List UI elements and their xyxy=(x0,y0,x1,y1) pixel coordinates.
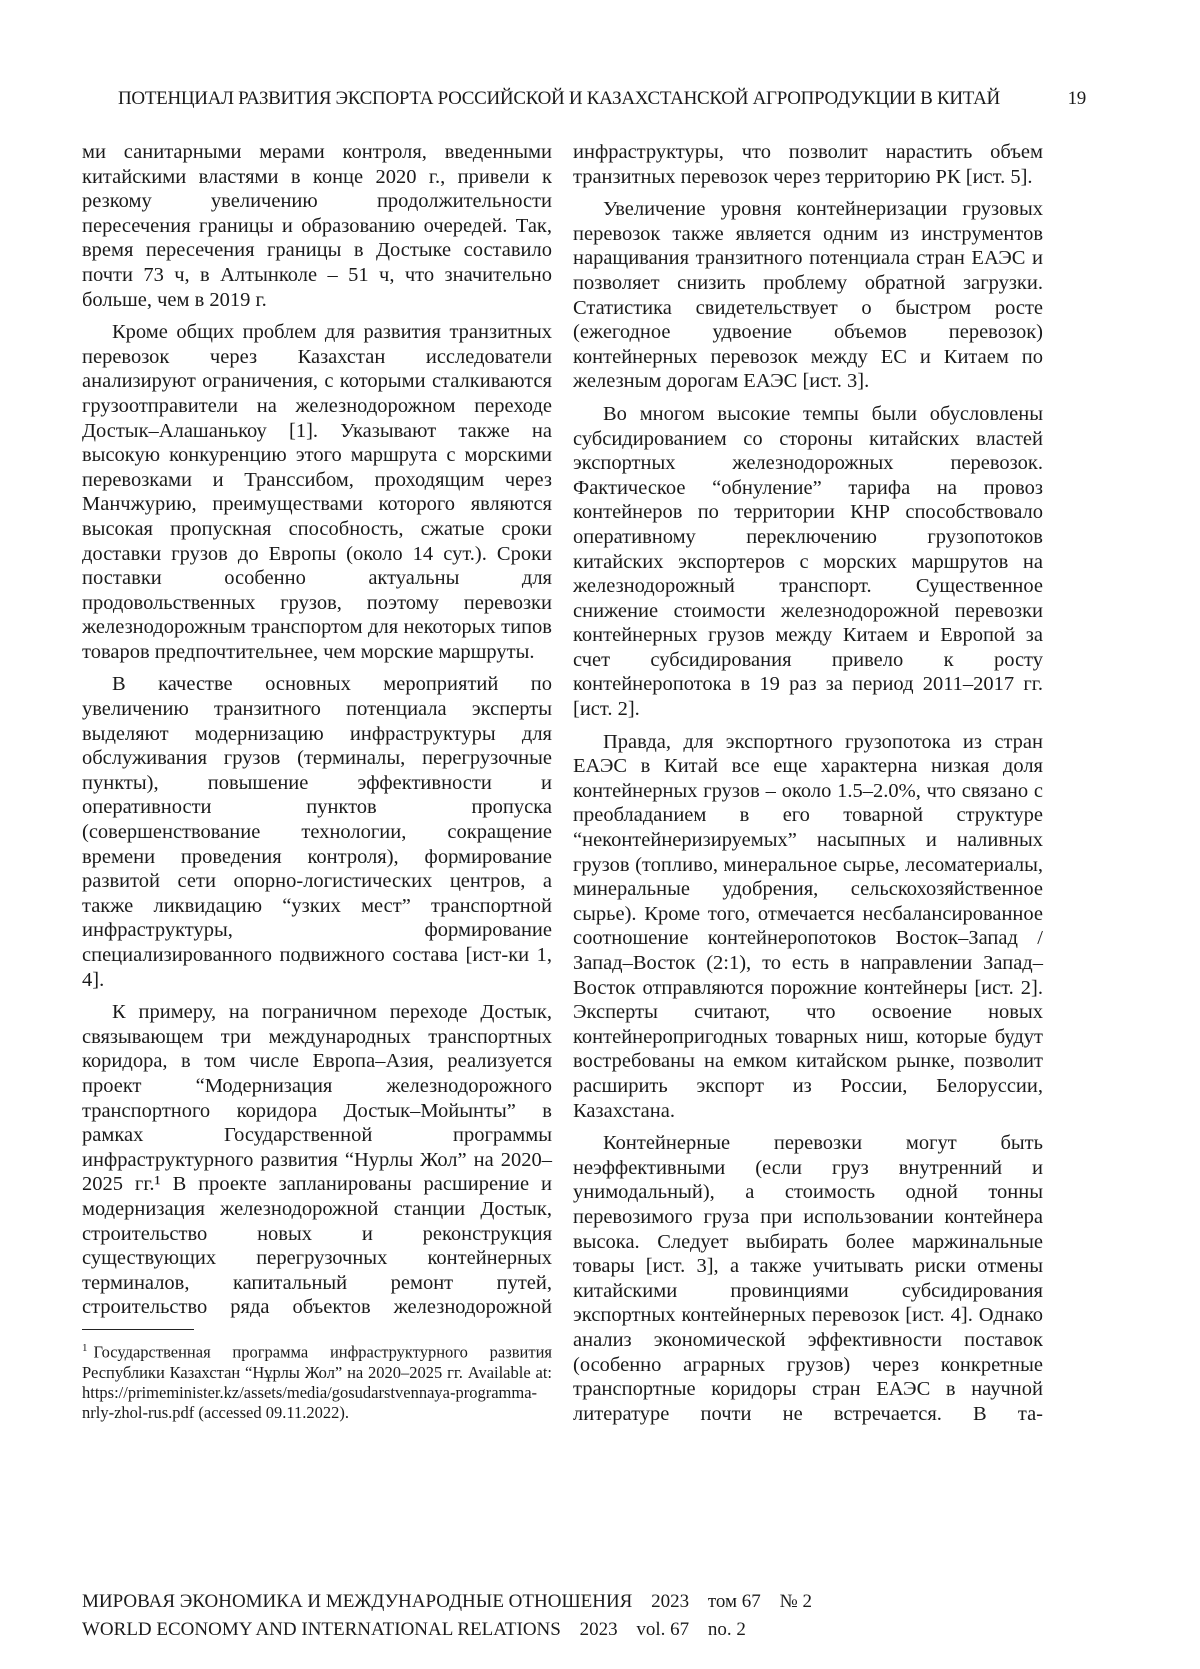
journal-volume: том 67 xyxy=(708,1591,761,1612)
journal-footer-ru xyxy=(82,1591,826,1613)
journal-year: 2023 xyxy=(580,1619,618,1640)
paragraph: ми санитарными мерами контроля, введенными китайскими властями в конце 2020 г., привели к резкому увеличению продолжительности пересечения границы и образованию очередей. Так, время пересечения границы в Достыке составило почти 73 ч, в Алтынколе – 51 ч, что значительно больше, чем в 2019 г. xyxy=(82,140,552,312)
paragraph: Во многом высокие темпы были обусловлены субсидированием со стороны китайских властей экспортных железнодорожных перевозок. Фактическое “обнуление” тарифа на провоз контейнеров по территории КНР способствовало оперативному переключению грузопотоков китайских экспортеров с морских маршрутов на железнодорожный транспорт. Существенное снижение стоимости железнодорожной перевозки контейнерных грузов между Китаем и Европой за счет субсидирования привело к росту контейнеропотока в 19 раз за период 2011–2017 гг. [ист. 2]. xyxy=(573,402,1043,722)
journal-footer-en xyxy=(82,1619,760,1641)
paragraph: Кроме общих проблем для развития транзитных перевозок через Казахстан исследователи анализируют ограничения, с которыми сталкиваются грузоотправители на железнодорожном переходе Достык–Алашанькоу [1]. Указывают также на высокую конкуренцию этого маршрута с морскими перевозками и Транссибом, проходящим через Манчжурию, преимуществами которого являются высокая пропускная способность, сжатые сроки доставки грузов до Европы (около 14 сут.). Сроки поставки особенно актуальны для продовольственных грузов, поэтому перевозки железнодорожным транспортом для некоторых типов товаров предпочтительнее, чем морские маршруты. xyxy=(82,320,552,664)
footnote-text: Государственная программа инфраструктурного развития Республики Казахстан “Нұрлы Жол” на 2020–2025 гг. Available at: https://primeminister.kz/assets/media/gosudarstvennaya-programma-nrly-zhol-rus.pdf (accessed 09.11.2022). xyxy=(82,1343,552,1422)
paragraph: Правда, для экспортного грузопотока из стран ЕАЭС в Китай все еще характерна низкая доля контейнерных грузов – около 1.5–2.0%, что связано с преобладанием в его товарной структуре “неконтейнеризируемых” насыпных и наливных грузов (топливо, минеральное сырье, лесоматериалы, минеральные удобрения, сельскохозяйственное сырье). Кроме того, отмечается несбалансированное соотношение контейнеропотоков Восток–Запад / Запад–Восток (2:1), то есть в направлении Запад–Восток отправляются порожние контейнеры [ист. 2]. Эксперты считают, что освоение новых контейнеропригодных товарных ниш, которые будут востребованы на емком китайском рынке, позволит расширить экспорт из России, Белоруссии, Казахстана. xyxy=(573,730,1043,1124)
journal-issue: № 2 xyxy=(780,1591,812,1612)
paragraph: К примеру, на пограничном переходе Достык, связывающем три международных транспортных коридора, в том числе Европа–Азия, реализуется проект “Модернизация железнодорожного транспортного коридора Достык–Мойынты” в рамках Государственной программы инфраструктурного развития “Нурлы Жол” на 2020–2025 гг.¹ В проекте запланированы расширение и модернизация железнодорожной станции Достык, строительство новых и реконструкция существующих перегрузочных контейнерных терминалов, капитальный ремонт путей, строительство ряда объектов железнодорожной xyxy=(82,1000,552,1320)
footnote-divider xyxy=(82,1329,194,1330)
paragraph: В качестве основных мероприятий по увеличению транзитного потенциала эксперты выделяют модернизацию инфраструктуры для обслуживания грузов (терминалы, перегрузочные пункты), повышение эффективности и оперативности пунктов пропуска (совершенствование технологии, сокращение времени проведения контроля), формирование развитой сети опорно-логистических центров, а также ликвидацию “узких мест” транспортной инфраструктуры, формирование специализированного подвижного состава [ист-ки 1, 4]. xyxy=(82,672,552,992)
journal-name: МИРОВАЯ ЭКОНОМИКА И МЕЖДУНАРОДНЫЕ ОТНОШЕНИЯ xyxy=(82,1591,632,1612)
left-column xyxy=(82,140,552,1328)
running-header xyxy=(118,88,1086,110)
footnote-mark: 1 xyxy=(82,1342,88,1354)
paragraph: инфраструктуры, что позволит нарастить объем транзитных перевозок через территорию РК [ист. 5]. xyxy=(573,140,1043,189)
journal-issue: no. 2 xyxy=(708,1619,746,1640)
paragraph: Увеличение уровня контейнеризации грузовых перевозок также является одним из инструментов наращивания транзитного потенциала стран ЕАЭС и позволяет снизить проблему обратной загрузки. Статистика свидетельствует о быстром росте (ежегодное удвоение объемов перевозок) контейнерных перевозок между ЕС и Китаем по железным дорогам ЕАЭС [ист. 3]. xyxy=(573,197,1043,394)
paragraph: Контейнерные перевозки могут быть неэффективными (если груз внутренний и унимодальный), а стоимость одной тонны перевозимого груза при использовании контейнера высока. Следует выбирать более маржинальные товары [ист. 3], а также учитывать риски отмены китайскими провинциями субсидирования экспортных контейнерных перевозок [ист. 4]. Однако анализ экономической эффективности поставок (особенно аграрных грузов) через конкретные транспортные коридоры стран ЕАЭС в научной литературе почти не встречается. В та- xyxy=(573,1131,1043,1426)
journal-volume: vol. 67 xyxy=(636,1619,689,1640)
right-column xyxy=(573,140,1043,1434)
page-number: 19 xyxy=(1068,88,1086,110)
journal-year: 2023 xyxy=(651,1591,689,1612)
footnote xyxy=(82,1338,552,1423)
running-title: ПОТЕНЦИАЛ РАЗВИТИЯ ЭКСПОРТА РОССИЙСКОЙ И КАЗАХСТАНСКОЙ АГРОПРОДУКЦИИ В КИТАЙ xyxy=(118,88,1000,110)
journal-name: WORLD ECONOMY AND INTERNATIONAL RELATIONS xyxy=(82,1619,561,1640)
